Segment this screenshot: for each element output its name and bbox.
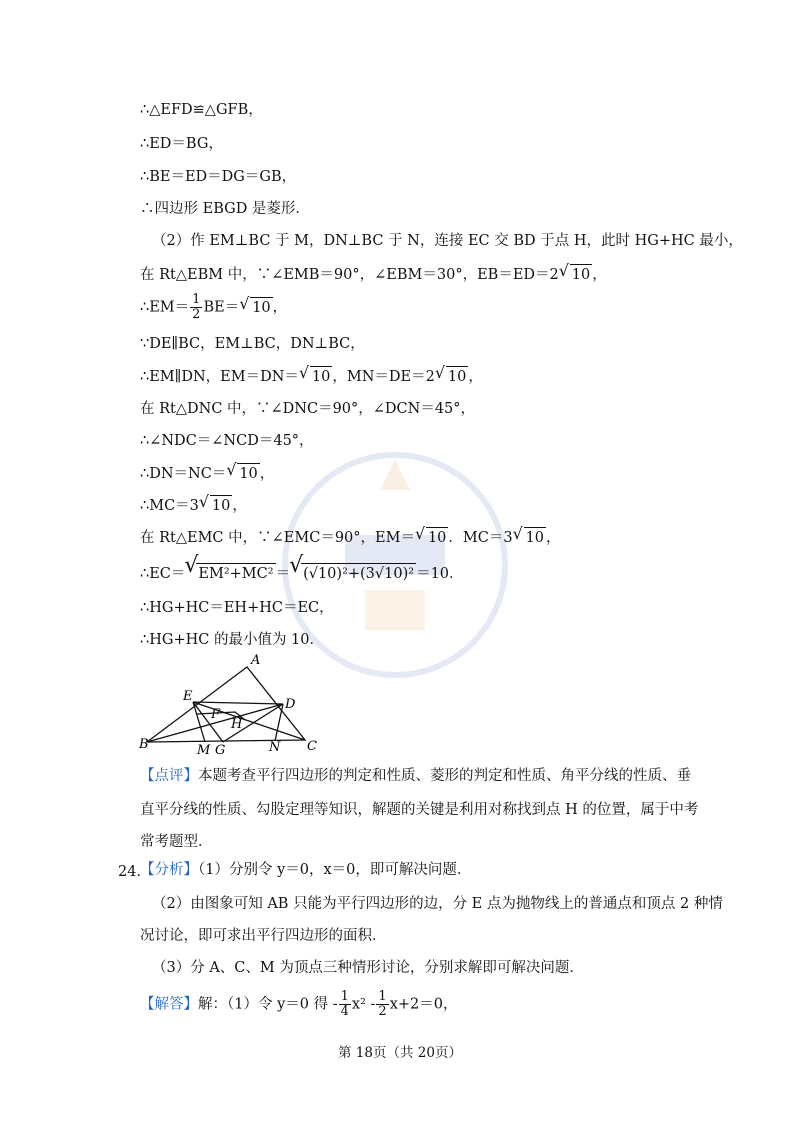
proof-line-11: ∴∠NDC＝∠NCD＝45°， <box>140 433 314 449</box>
proof-line-6 <box>140 264 607 285</box>
sqrt-10: √ 10 <box>250 297 272 318</box>
analysis-tag: 【分析】 <box>140 862 198 878</box>
proof-line-4: ∴四边形 EBGD 是菱形． <box>140 201 310 217</box>
proof-line-3: ∴BE＝ED＝DG＝GB， <box>140 169 297 185</box>
frac-half: $\frac{1}{2}$ <box>378 989 387 1019</box>
label-B: B <box>139 737 149 752</box>
proof-line-5: （2）作 EM⊥BC 于 M，DN⊥BC 于 N，连接 EC 交 BD 于点 H，此时 HG+HC 最小， <box>152 233 743 249</box>
analysis-line-3: 况讨论，即可求出平行四边形的面积． <box>140 928 387 944</box>
review-line-1: 【点评】本题考查平行四边形的判定和性质、菱形的判定和性质、角平分线的性质、垂 <box>140 768 691 784</box>
review-line-2: 直平分线的性质、勾股定理等知识，解题的关键是利用对称找到点 H 的位置，属于中考 <box>140 802 699 818</box>
rt-ebm-text: 在 Rt△EBM 中，∵∠EMB＝90°，∠EBM＝30°，EB＝ED＝2 <box>140 267 559 283</box>
proof-line-14: 在 Rt△EMC 中，∵∠EMC＝90°，EM＝√ 10 ．MC＝3√ 10 ， <box>140 527 561 548</box>
proof-line-13: ∴MC＝3√ 10 ， <box>140 495 247 516</box>
label-N: N <box>269 740 281 755</box>
answer-line-1: 【解答】解：（1）令 y＝0 得 - $\frac{1}{4}$ x² - $\frac{1}{2}$ x+2＝0， <box>140 989 458 1019</box>
label-H: H <box>231 717 243 732</box>
proof-line-12: ∴DN＝NC＝√ 10 ， <box>140 463 274 484</box>
review-line-3: 常考题型． <box>140 834 213 850</box>
proof-line-7: ∴EM＝ $\frac{1}{2}$ BE＝√ 10 ， <box>140 293 287 322</box>
review-tag: 【点评】 <box>140 768 198 784</box>
proof-line-10: 在 Rt△DNC 中，∵∠DNC＝90°，∠DCN＝45°， <box>140 401 476 417</box>
proof-line-15: ∴EC＝√ EM²+MC² ＝√ (√10)²+(3√10)² ＝10． <box>140 563 464 584</box>
label-M: M <box>197 743 211 757</box>
frac-quarter: $\frac{1}{4}$ <box>340 989 349 1019</box>
comma: ， <box>592 267 607 283</box>
label-D: D <box>285 697 296 712</box>
label-F: F <box>211 707 221 722</box>
analysis-line-2: （2）由图象可知 AB 只能为平行四边形的边，分 E 点为抛物线上的普通点和顶点 2 种情 <box>152 896 723 912</box>
label-C: C <box>307 739 317 754</box>
answer-tag: 【解答】 <box>140 996 198 1013</box>
proof-line-1: ∴△EFD≌△GFB， <box>140 102 263 118</box>
label-A: A <box>251 653 261 668</box>
em-prefix: ∴EM＝ <box>140 299 190 316</box>
sqrt-ec-values: √ (√10)²+(3√10)² <box>301 563 416 584</box>
label-G: G <box>215 743 226 757</box>
question-number: 24． <box>118 864 151 880</box>
geometry-figure <box>135 652 325 757</box>
page-footer: 第 18页（共 20页） <box>338 1045 462 1061</box>
proof-line-17: ∴HG+HC 的最小值为 10． <box>140 632 325 648</box>
proof-line-2: ∴ED＝BG， <box>140 136 223 152</box>
proof-line-9: ∴EM∥DN，EM＝DN＝√ 10 ，MN＝DE＝2√ 10 ， <box>140 366 483 387</box>
be-eq: BE＝ <box>203 299 240 316</box>
analysis-line-4: （3）分 A、C、M 为顶点三种情形讨论，分别求解即可解决问题． <box>152 960 584 976</box>
sqrt-ec: √ EM²+MC² <box>196 563 275 584</box>
label-E: E <box>183 689 193 704</box>
sqrt-10: √ 10 <box>570 264 592 285</box>
proof-line-16: ∴HG+HC＝EH+HC＝EC， <box>140 600 334 616</box>
half-fraction: $\frac{1}{2}$ <box>192 292 201 322</box>
analysis-line-1: 【分析】（1）分别令 y＝0，x＝0，即可解决问题． <box>140 862 472 878</box>
proof-line-8: ∵DE∥BC，EM⊥BC，DN⊥BC， <box>140 336 365 352</box>
